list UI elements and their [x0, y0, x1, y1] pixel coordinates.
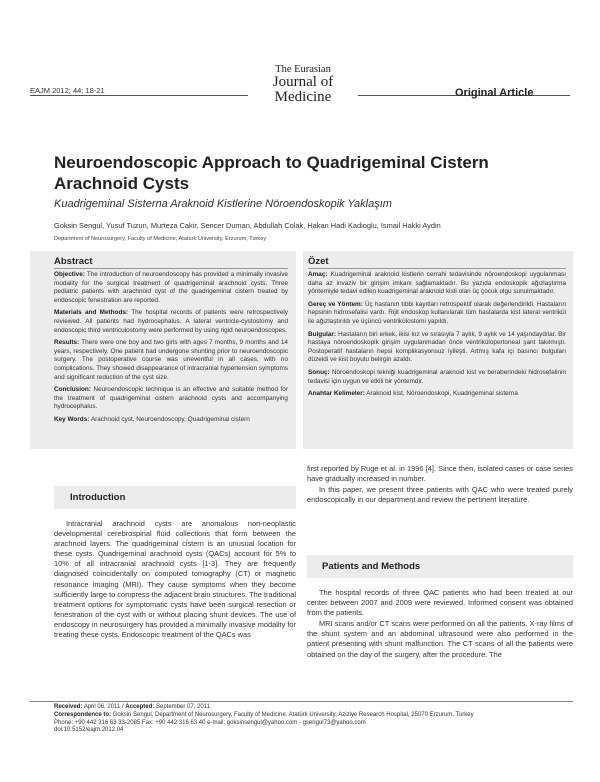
ozet-heading: Özet	[308, 256, 329, 267]
conclusion-label: Conclusion:	[54, 386, 91, 394]
keywords-label: Key Words:	[54, 415, 90, 423]
gerec-label: Gereç ve Yöntem:	[308, 300, 363, 308]
footer-rule	[30, 701, 573, 702]
doi: doi:10.5152/eajm.2012.04	[54, 727, 124, 734]
citation: EAJM 2012; 44: 18-21	[30, 86, 105, 95]
patients-methods-body	[307, 588, 573, 661]
objective-label: Objective:	[54, 271, 85, 278]
introduction-paragraph: Intracranial arachnoid cysts are anomalous non-neoplastic developmental cerebrospinal fluid collections that form between the arachnoid layers. The quadrigeminal cistern is an unusual location for these cysts. Quadrigeminal arachnoid cysts (QACs) account for 5% to 10% of all intracranial arachnoid cysts [1-3]. They are frequently diagnosed coincidentally on computed tomography (CT) or magnetic resonance imaging (MRI). They cause symptoms when they become sufficiently large to compress the adjacent brain structures. The traditional treatment options for symptomatic cysts have been surgical resection or fenestration of the cyst with or without placing shunt devices. The use of endoscopy in neurosurgery has provided a minimally invasive modality for treating these cysts. Endoscopic treatment of the QACs was	[54, 519, 296, 640]
article-subtitle: Kuadrigeminal Sisterna Araknoid Kistlerine Nöroendoskopik Yaklaşım	[54, 198, 392, 210]
correspondence-label: Correspondence to:	[54, 711, 112, 718]
intro-paragraph-2: In this paper, we present three patients with QAC who were treated purely endoscopically in our department and review the pertinent literature.	[307, 485, 573, 505]
intro-continuation: first reported by Ruge et al. in 1996 [4]. Since then, isolated cases or case series have gradually increased in number.	[307, 464, 573, 484]
gerec-text: Üç hastanın tıbbi kayıtları retrospektif olarak değerlendirildi. Hastaların hepsinin hidrosefalisi vardı. Rijit endoskop kullanılarak tüm hastalarda kist lateral ventrikül ile ağızlaştırıldı ve üçüncü ventrikülostomi yapıldı.	[308, 300, 566, 325]
conclusion-text: Neuroendoscopic technique is an effective and suitable method for the treatment of quadrigeminal cistern arachnoid cysts and accompanying hydrocephalus.	[54, 386, 288, 411]
affiliation: Department of Neurosurgery, Faculty of Medicine, Atatürk University, Erzurum, Turkey	[54, 236, 267, 242]
ozet-box	[303, 251, 573, 449]
patients-methods-paragraph-1: The hospital records of three QAC patients who had been treated at our center between 2007 and 2009 were reviewed. Informed consent was obtained from the patients.	[307, 588, 573, 618]
abstract-body	[54, 271, 288, 429]
patients-methods-heading: Patients and Methods	[322, 561, 421, 572]
objective-text: The introduction of neuroendoscopy has provided a minimally invasive modality for the surgical treatment of quadrigeminal arachnoid cysts. Three pediatric patients with arachnoid cyst of the quadrigeminal cistern treated by endoscopic fenestration are reported.	[54, 271, 288, 304]
patients-methods-paragraph-2: MRI scans and/or CT scans were performed on all the patients. X-ray films of the shunt system and an abdominal ultrasound were also performed in the patient presenting with shunt malfunction. The CT scans of all the patients were obtained on the day of the surgery, after the procedure. The	[307, 619, 573, 659]
ozet-rule	[308, 268, 566, 269]
abstract-rule	[54, 268, 288, 269]
journal-name-line1: The Eurasian	[275, 64, 331, 75]
received-label: Received:	[54, 704, 83, 710]
sonuc-label: Sonuç:	[308, 368, 330, 376]
methods-label: Materials and Methods:	[54, 309, 129, 317]
methods-text: The hospital records of patients were retrospectively reviewed. All patients had hydrocephalus. A lateral ventricle-cystostomy and endoscopic third ventriculostomy were performed by using rigid neuroendoscopes.	[54, 309, 288, 334]
article-type: Original Article	[455, 87, 534, 99]
abstract-heading: Abstract	[54, 256, 93, 267]
bulgular-label: Bulgular:	[308, 330, 337, 338]
introduction-body	[54, 519, 296, 641]
abstract-box	[30, 251, 296, 449]
footer	[54, 704, 574, 735]
amac-text: Kuadrigeminal araknoid kistlerin cerrahi tedavisinde nöroendoskopi uygulanması daha az invaziv bir girişim imkanı sağlamaktadır. Bu yazıda endoskopik ağızlaştırma yöntemiyle tedavi edilen kuadrigeminal araknoid kisti olan üç çocuk olgu sunulmaktadır.	[308, 271, 566, 296]
accepted-date: September 07, 2011	[155, 704, 210, 710]
header-rule	[30, 95, 248, 96]
sonuc-text: Nöroendoskopi tekniği kuadrigeminal araknoid kist ve beraberindeki hidrosefalinin tedavisi için uygun ve etkili bir yöntemdir.	[308, 368, 566, 385]
results-text: There were one boy and two girls with ages 7 months, 9 months and 14 years, respectively. One patient had undergone shunting prior to neuroendoscopic surgery. The postoperative course was uneventful in all cases, with no complications. They showed disappearance of intracranial hypertension symptoms and significant reduction of the cyst size.	[54, 339, 288, 381]
correspondence	[54, 712, 574, 720]
article-title: Neuroendoscopic Approach to Quadrigeminal Cistern Arachnoid Cysts	[54, 153, 489, 193]
results-label: Results:	[54, 339, 80, 347]
received-date: April 06, 2011 /	[83, 704, 124, 710]
authors: Goksin Sengul, Yusuf Tuzun, Murteza Cakir, Sencer Duman, Abdullah Colak, Hakan Hadi Kadioglu, Ismail Hakki Aydin	[54, 221, 441, 230]
journal-name-line2: Journal of Medicine	[272, 74, 334, 105]
anahtar-label: Anahtar Kelimeler:	[308, 390, 365, 398]
introduction-heading: Introduction	[70, 492, 126, 503]
keywords-text: Arachnoid cyst, Neuroendoscopy, Quadrigeminal cistern	[90, 415, 250, 423]
anahtar-text: Araknoid kist, Nöroendoskopi, Kuadrigeminal sisterna	[366, 390, 518, 398]
contact-details: Phone: +90 442 316 63 33-2085 Fax: +90 442 316 63 40 e-mail: goksinsengul@yahoo.com - gsengul73@yahoo.com	[54, 719, 366, 726]
journal-logo	[248, 64, 358, 105]
bulgular-text: Hastaların biri erkek, ikisi kız ve sırasıyla 7 aylık, 9 aylık ve 14 yaşındaydılar. Bir hastaya nöroendoskopik girişim uygulanmadan önce ventrikülopertoneal şant takılmıştı. Postoperatif hastaların hepsi komplikasyonsuz iyileşti. Artmış kafa içi basıncı bulguları düzeldi ve kist boyutu belirgin azaldı.	[308, 330, 566, 364]
accepted-label: Accepted:	[125, 704, 155, 710]
ozet-body	[308, 271, 566, 403]
amac-label: Amaç:	[308, 271, 328, 278]
dates	[54, 704, 574, 712]
right-column-intro	[307, 464, 573, 506]
correspondence-address: Goksin Sengul, Department of Neurosurgery, Faculty of Medicine, Atatürk University, Aziziye Research Hospital, 25070 Erzurum, Turkey	[112, 711, 474, 718]
